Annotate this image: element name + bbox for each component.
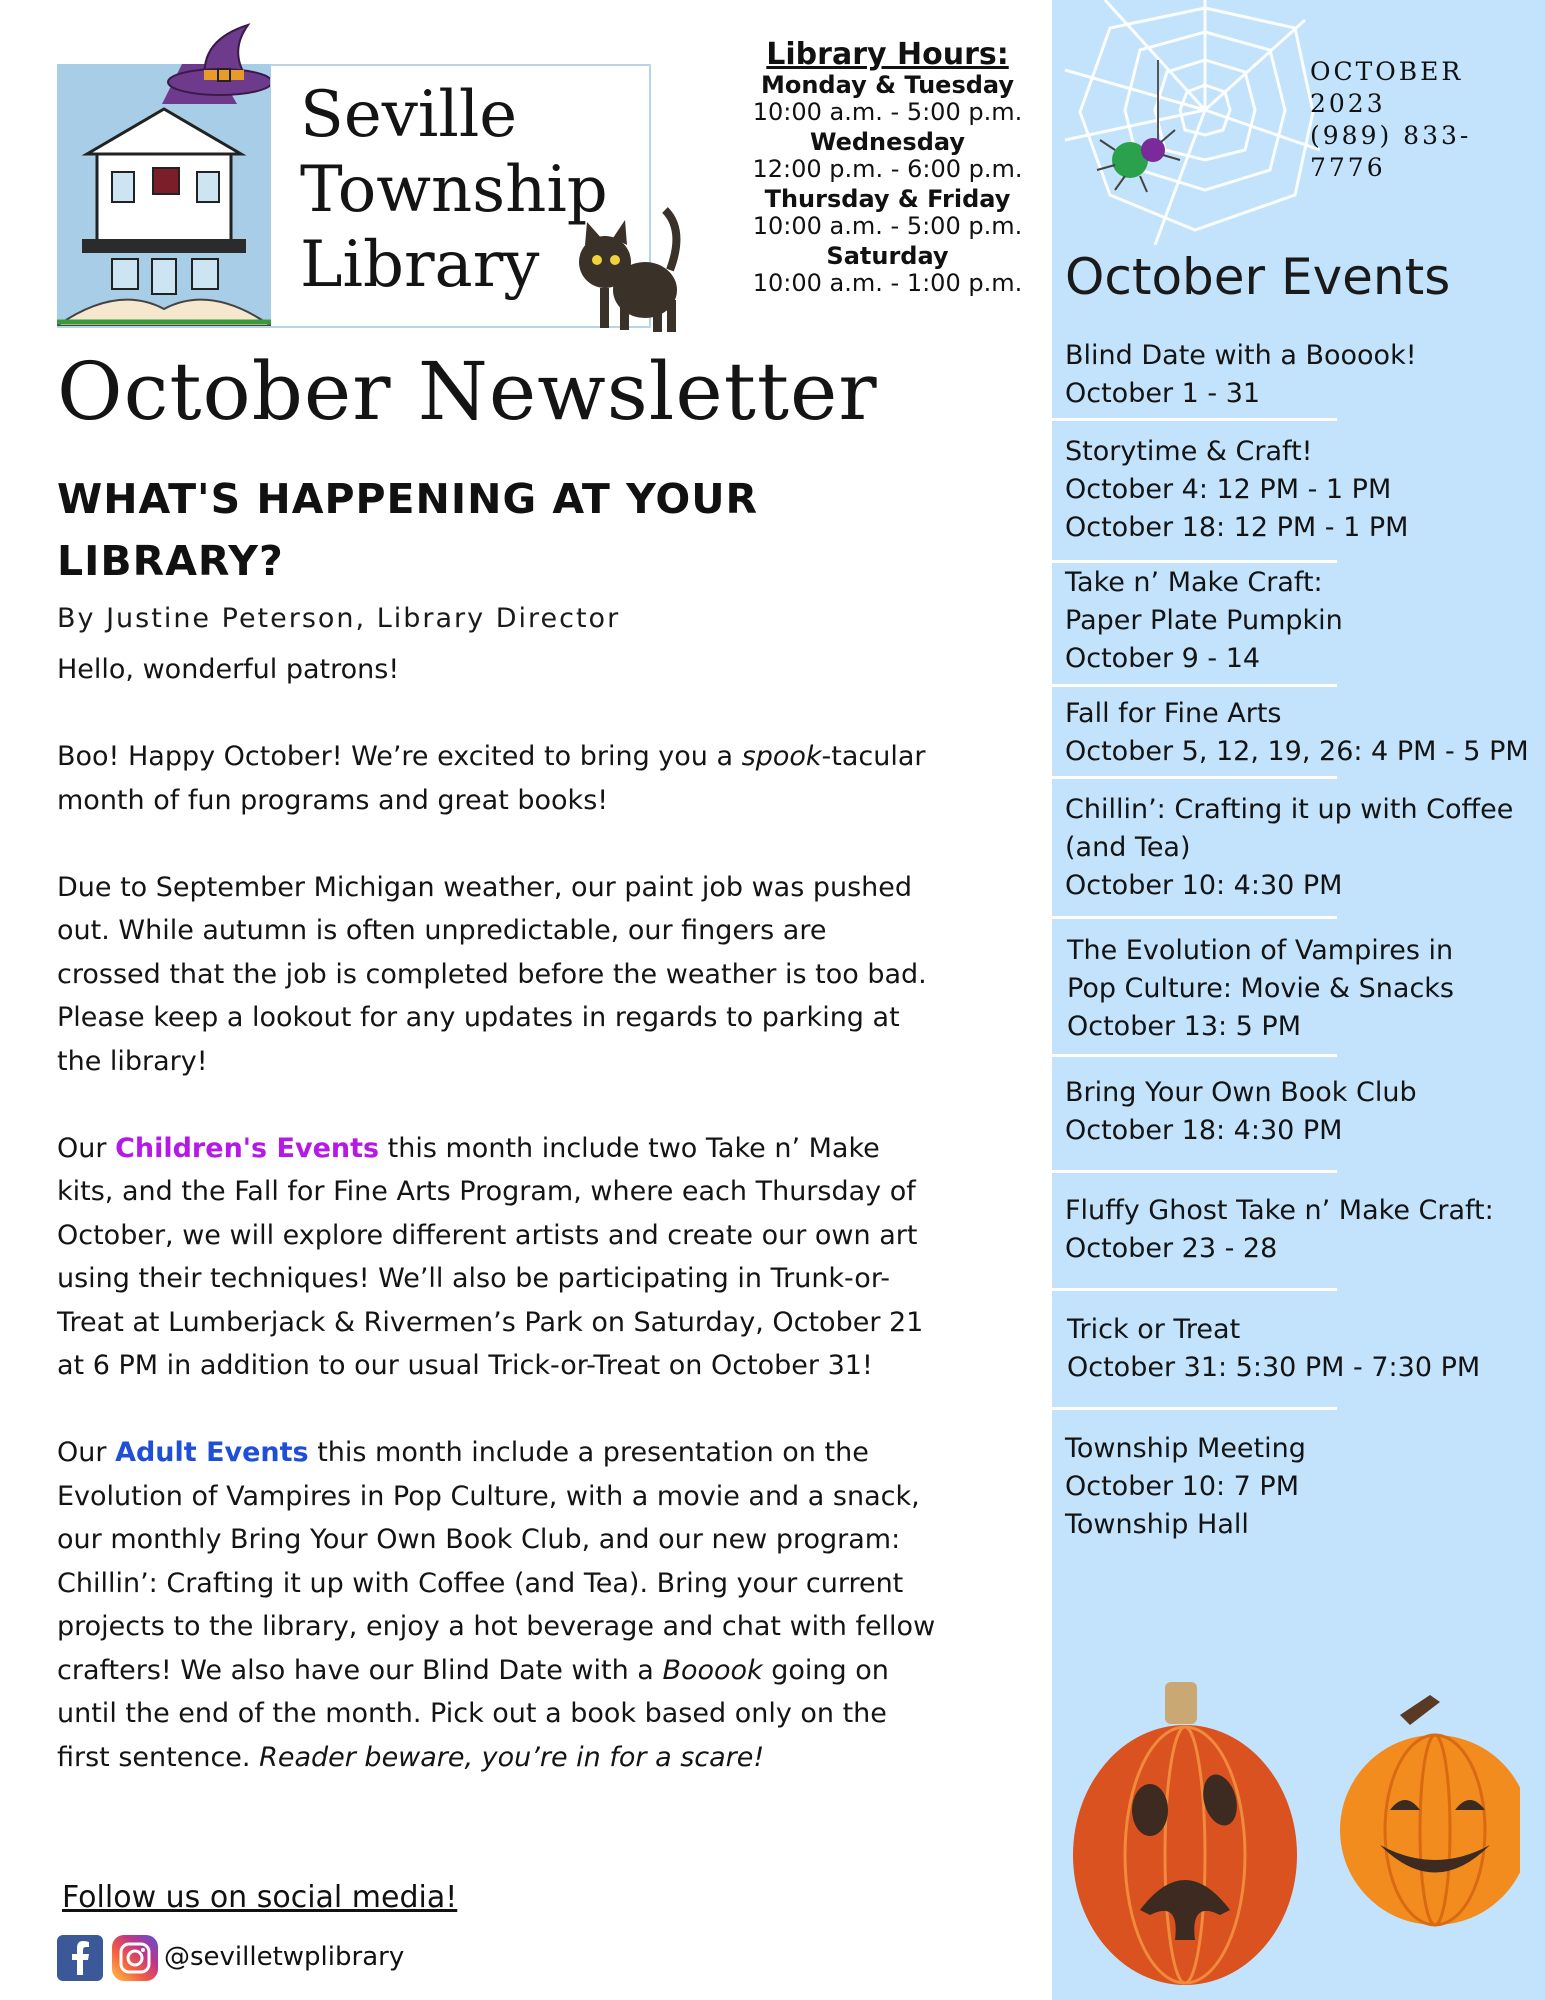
library-name-line: Library [300,228,540,302]
event-date: October 18: 4:30 PM [1065,1115,1343,1146]
event-divider [1052,1407,1337,1410]
event-subtitle: (and Tea) [1065,832,1191,863]
event-subtitle: Paper Plate Pumpkin [1065,605,1343,636]
event-date: October 23 - 28 [1065,1233,1278,1264]
hours-day: Monday & Tuesday [760,71,1015,99]
byline: By Justine Peterson, Library Director [57,603,621,634]
paragraph: Our Children's Events this month include two Take n’ Make kits, and the Fall for Fine Arts Program, where each Thursday of October, we will explore different artists and create our own art using their techniques! We’ll also be participating in Trunk-or-Treat at Lumberjack & Rivermen’s Park on Saturday, October 21 at 6 PM in addition to our usual Trick-or-Treat on October 31! [57,1132,924,1381]
event-item [1065,337,1535,413]
event-divider [1052,776,1337,779]
newsletter-month: OCTOBER 2023 [1310,57,1464,118]
event-subtitle: Pop Culture: Movie & Snacks [1067,973,1454,1004]
event-item [1065,695,1535,771]
event-date: October 5, 12, 19, 26: 4 PM - 5 PM [1065,736,1529,767]
event-divider [1052,1170,1337,1173]
event-item [1067,932,1537,1046]
adult-events-highlight: Adult Events [115,1437,309,1468]
social-handle[interactable]: @sevilletwplibrary [164,1942,405,1972]
event-title: Blind Date with a Booook! [1065,340,1417,371]
follow-link[interactable]: Follow us on social media! [62,1880,458,1915]
event-item [1065,1074,1535,1150]
event-date: October 9 - 14 [1065,643,1261,674]
event-title: Fluffy Ghost Take n’ Make Craft: [1065,1195,1494,1226]
event-title: Take n’ Make Craft: [1065,567,1323,598]
page-title: October Newsletter [57,345,878,438]
hours-day: Thursday & Friday [764,185,1011,213]
event-title: Bring Your Own Book Club [1065,1077,1417,1108]
library-hours [740,38,1035,300]
greeting: Hello, wonderful patrons! [57,654,400,685]
event-title: Chillin’: Crafting it up with Coffee [1065,794,1514,825]
hours-time: 10:00 a.m. - 5:00 p.m. [752,98,1023,126]
hours-day: Wednesday [809,128,965,156]
pumpkins-icon [1070,1670,1520,1990]
event-date: October 10: 4:30 PM [1065,870,1343,901]
event-date: October 1 - 31 [1065,378,1261,409]
event-item [1065,1192,1535,1268]
section-heading: WHAT'S HAPPENING AT YOUR LIBRARY? [57,475,759,585]
event-item [1065,1430,1535,1544]
event-date: October 13: 5 PM [1067,1011,1302,1042]
event-divider [1052,1054,1337,1057]
event-date: October 4: 12 PM - 1 PM [1065,474,1392,505]
closing-line: Reader beware, you’re in for a scare! [259,1741,765,1773]
library-name [300,78,608,303]
event-item [1067,1311,1537,1387]
hours-time: 10:00 a.m. - 1:00 p.m. [752,269,1023,297]
newsletter-date-block [1310,56,1545,184]
event-item [1065,433,1535,547]
hours-day: Saturday [826,242,949,270]
hours-time: 10:00 a.m. - 5:00 p.m. [752,212,1023,240]
event-title: The Evolution of Vampires in [1067,935,1454,966]
event-title: Storytime & Craft! [1065,436,1313,467]
events-heading: October Events [1065,248,1451,306]
library-name-line: Seville [300,78,518,152]
event-item [1065,791,1535,905]
event-title: Township Meeting [1065,1433,1306,1464]
black-cat-icon [575,200,695,335]
event-divider [1052,684,1337,687]
paragraph: Our Adult Events this month include a presentation on the Evolution of Vampires in Pop Culture, with a movie and a snack, our monthly Bring Your Own Book Club, and our new program: Chillin’: Crafting it up with Coffee (and Tea). Bring your current projects to the library, enjoy a hot beverage and chat with fellow crafters! We also have our Blind Date with a Booook going on until the end of the month. Pick out a book based only on the first sentence. Reader beware, you’re in for a scare! [57,1437,936,1773]
event-title: Trick or Treat [1067,1314,1241,1345]
event-divider [1052,1288,1337,1291]
library-phone: (989) 833-7776 [1310,121,1472,182]
newsletter-body [57,648,937,1823]
event-date: October 10: 7 PM [1065,1471,1300,1502]
event-item [1065,564,1535,678]
hours-title: Library Hours: [766,37,1009,72]
paragraph: Boo! Happy October! We’re excited to bring you a spook-tacular month of fun programs and great books! [57,741,926,816]
event-title: Fall for Fine Arts [1065,698,1282,729]
library-name-line: Township [300,153,608,227]
event-divider [1052,560,1337,563]
event-divider [1052,916,1337,919]
event-date: October 31: 5:30 PM - 7:30 PM [1067,1352,1481,1383]
event-location: Township Hall [1065,1509,1249,1540]
childrens-events-highlight: Children's Events [115,1132,380,1164]
instagram-icon[interactable] [112,1935,158,1981]
facebook-icon[interactable] [57,1935,103,1981]
paragraph: Due to September Michigan weather, our paint job was pushed out. While autumn is often unpredictable, our fingers are crossed that the job is completed before the weather is too bad. Please keep a lookout for any updates in regards to parking at the library! [57,871,927,1077]
witch-hat-icon [160,20,270,105]
event-date: October 18: 12 PM - 1 PM [1065,512,1409,543]
event-divider [1052,418,1337,421]
spider-web-icon [1055,0,1320,250]
hours-time: 12:00 p.m. - 6:00 p.m. [752,155,1023,183]
